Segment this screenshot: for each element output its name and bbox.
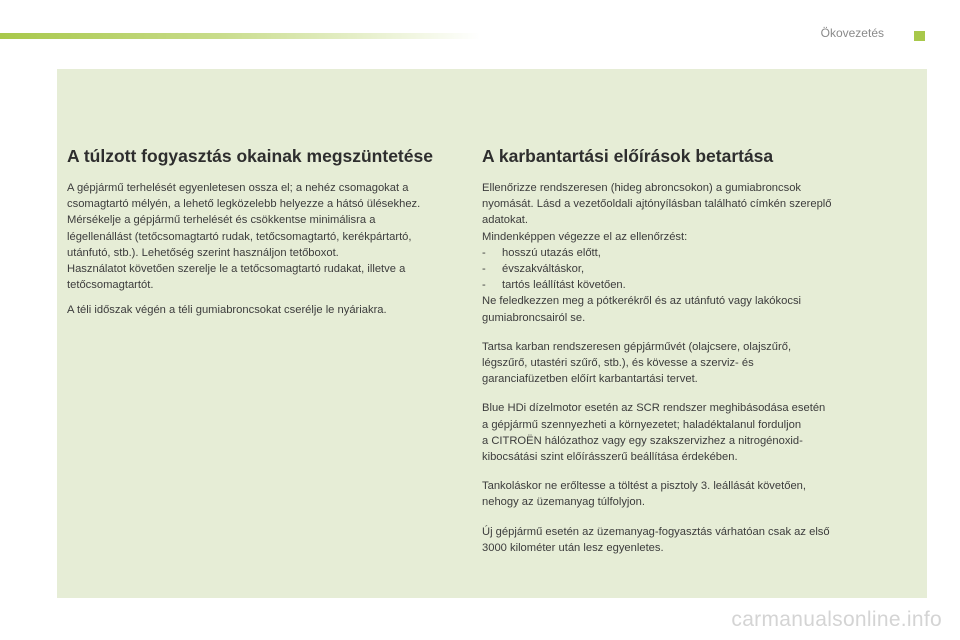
text-line: gumiabroncsairól se. xyxy=(482,311,586,324)
right-heading: A karbantartási előírások betartása xyxy=(482,146,774,166)
text-line: A gépjármű terhelését egyenletesen ossza el; a nehéz csomagokat a xyxy=(67,182,409,194)
list-item: - évszakváltáskor, xyxy=(482,263,584,275)
text-line: 3000 kilométer után lesz egyenletes. xyxy=(482,541,664,554)
right-text xyxy=(482,180,922,565)
text-line: garanciafüzetben előírt karbantartási tervet. xyxy=(482,373,698,386)
content-panel xyxy=(57,69,927,598)
right-paragraph-1 xyxy=(482,180,922,326)
text-line: Ellenőrizze rendszeresen (hideg abroncsokon) a gumiabroncsok xyxy=(482,182,802,194)
watermark: carmanualsonline.info xyxy=(731,608,942,631)
text-line: kibocsátási szint előírásszerű beállítása érdekében. xyxy=(482,451,738,464)
section-marker-icon xyxy=(914,31,925,41)
list-item: - tartós leállítást követően. xyxy=(482,279,626,291)
text-line: Blue HDi dízelmotor esetén az SCR rendszer meghibásodása esetén xyxy=(482,402,826,415)
text-line: tetőcsomagtartót. xyxy=(67,279,154,292)
text-line: utánfutó, stb.). Lehetőség szerint használjon tetőboxot. xyxy=(67,246,339,259)
right-paragraph-2 xyxy=(482,339,922,388)
right-paragraph-4 xyxy=(482,478,922,510)
text-line: légellenállást (tetőcsomagtartó rudak, tetőcsomagtartó, kerékpártartó, xyxy=(67,230,412,243)
text-line: légszűrő, utastéri szűrő, stb.), és kövesse a szerviz- és xyxy=(482,357,754,370)
left-paragraph-1 xyxy=(67,180,467,293)
text-line: Tartsa karban rendszeresen gépjárművét (olajcsere, olajszűrő, xyxy=(482,340,792,353)
left-text xyxy=(67,180,467,328)
left-heading: A túlzott fogyasztás okainak megszüntetése xyxy=(67,146,433,166)
text-line: Használatot követően szerelje le a tetőcsomagtartó rudakat, illetve a xyxy=(67,263,406,276)
left-paragraph-2 xyxy=(67,302,467,318)
text-line: adatokat. xyxy=(482,214,529,227)
text-line: Új gépjármű esetén az üzemanyag-fogyasztás várhatóan csak az első xyxy=(482,525,830,538)
right-paragraph-3 xyxy=(482,400,922,465)
text-line: nehogy az üzemanyag túlfolyjon. xyxy=(482,496,645,509)
text-line: a gépjármű szennyezheti a környezetet; haladéktalanul forduljon xyxy=(482,418,802,431)
text-line: a CITROËN hálózathoz vagy egy szakszervizhez a nitrogénoxid- xyxy=(482,434,803,447)
right-paragraph-5 xyxy=(482,524,922,556)
header-accent-bar xyxy=(0,33,480,39)
text-line: Tankoláskor ne erőltesse a töltést a pisztoly 3. leállását követően, xyxy=(482,480,806,493)
text-line: Mindenképpen végezze el az ellenőrzést: xyxy=(482,230,688,243)
bullet-marker: - xyxy=(482,246,486,259)
text-line: nyomását. Lásd a vezetőoldali ajtónyílásban található címkén szereplő xyxy=(482,198,832,211)
text-line: Ne feledkezzen meg a pótkerékről és az utánfutó vagy lakókocsi xyxy=(482,295,802,308)
bullet-marker: - xyxy=(482,263,486,276)
text-line: Mérsékelje a gépjármű terhelését és csökkentse minimálisra a xyxy=(67,214,376,227)
section-title: Ökovezetés xyxy=(820,26,884,40)
text-line: csomagtartó mélyén, a lehető legközelebb helyezze a hátsó ülésekhez. xyxy=(67,198,421,211)
text-line: A téli időszak végén a téli gumiabroncsokat cserélje le nyáriakra. xyxy=(67,304,387,317)
list-item: - hosszú utazás előtt, xyxy=(482,247,601,259)
bullet-marker: - xyxy=(482,279,486,292)
